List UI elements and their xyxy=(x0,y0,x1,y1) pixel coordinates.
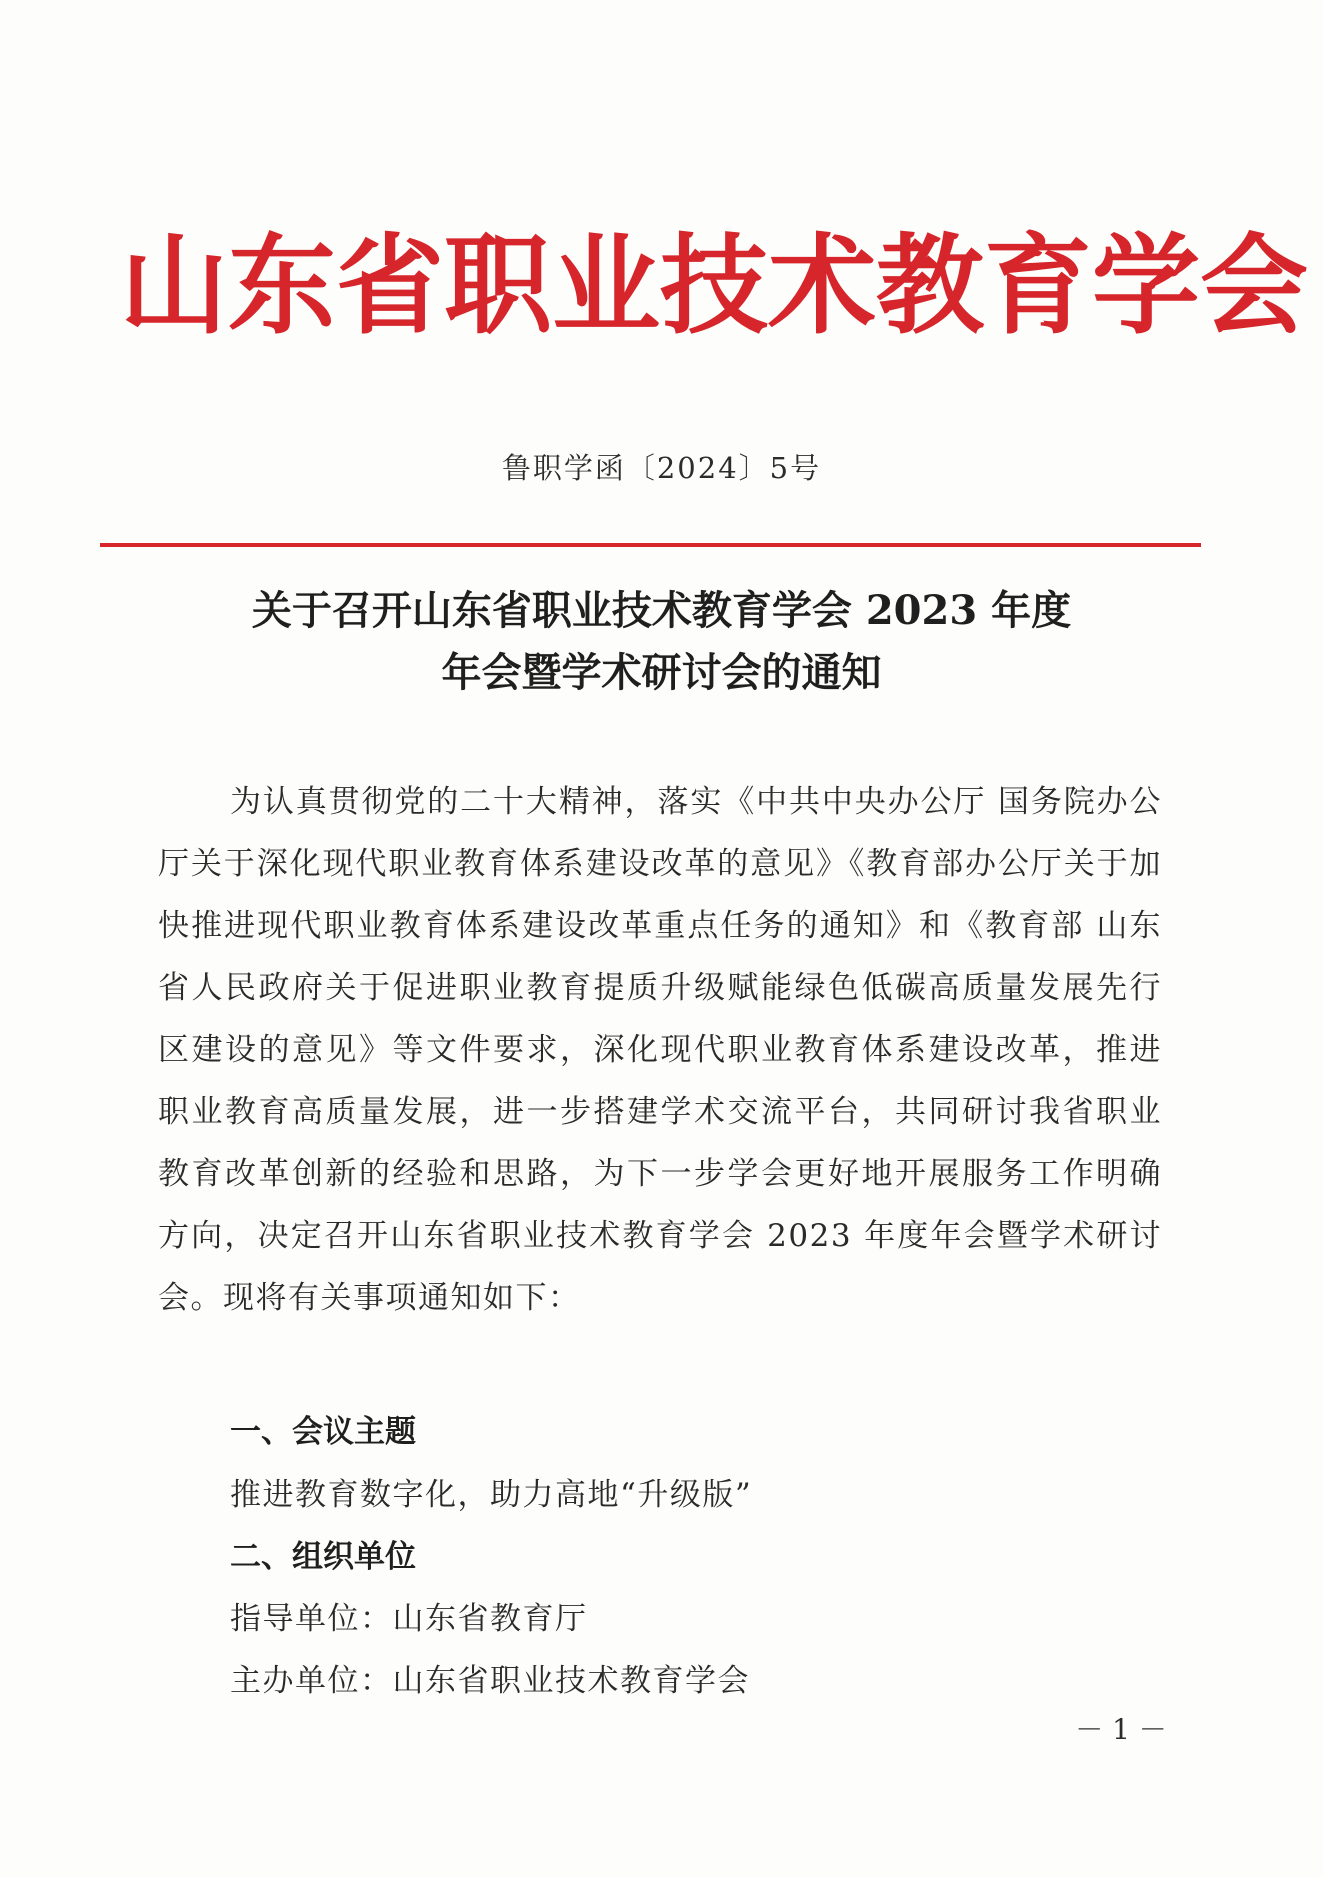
document-title xyxy=(120,580,1203,704)
body-paragraph: 为认真贯彻党的二十大精神，落实《中共中央办公厅 国务院办公厅关于深化现代职业教育体系建设改革的意见》《教育部办公厅关于加快推进现代职业教育体系建设改革重点任务的通知》和《教育部 山东省人民政府关于促进职业教育提质升级赋能绿色低碳高质量发展先行区建设的意见》等文件要求，深化现代职业教育体系建设改革，推进职业教育高质量发展，进一步搭建学术交流平台，共同研讨我省职业教育改革创新的经验和思路，为下一步学会更好地开展服务工作明确方向，决定召开山东省职业技术教育学会 2023 年度年会暨学术研讨会。现将有关事项通知如下： xyxy=(158,784,1162,1316)
guiding-unit: 指导单位：山东省教育厅 xyxy=(230,1601,588,1637)
title-line-1: 关于召开山东省职业技术教育学会 2023 年度 xyxy=(251,587,1072,634)
page-number: － 1 － xyxy=(1075,1713,1167,1746)
red-divider xyxy=(100,543,1201,547)
section-heading-organizers: 二、组织单位 xyxy=(230,1539,416,1575)
section-heading-theme: 一、会议主题 xyxy=(230,1414,416,1450)
title-line-2: 年会暨学术研讨会的通知 xyxy=(441,649,882,696)
section-theme-content: 推进教育数字化，助力高地“升级版” xyxy=(230,1477,753,1513)
letterhead: 山东省职业技术教育学会 xyxy=(120,224,1309,349)
host-unit: 主办单位：山东省职业技术教育学会 xyxy=(230,1663,750,1699)
document-number: 鲁职学函〔2024〕5号 xyxy=(501,451,822,485)
